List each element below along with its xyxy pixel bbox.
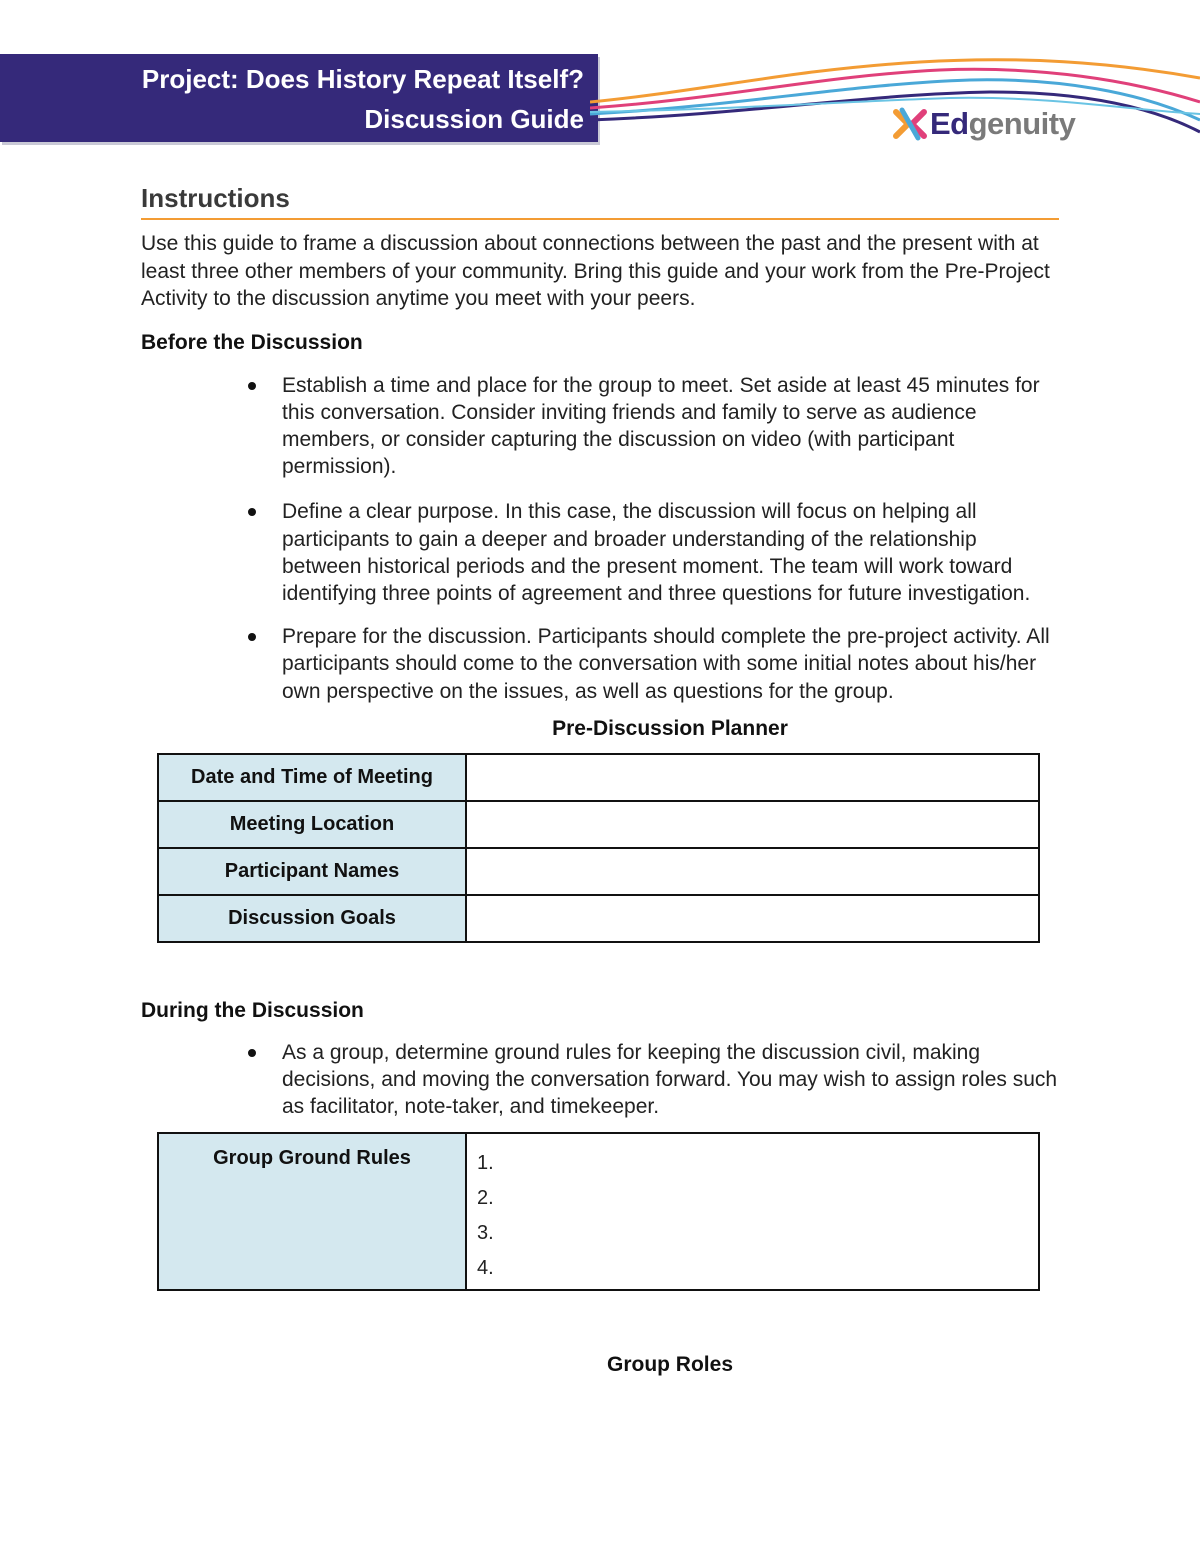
ground-rules-label: Group Ground Rules — [158, 1133, 466, 1290]
pre-discussion-planner-table — [157, 753, 1040, 943]
table-row — [158, 801, 1039, 848]
bullet-icon — [248, 633, 256, 641]
before-discussion-heading: Before the Discussion — [141, 330, 363, 354]
planner-label-date: Date and Time of Meeting — [158, 754, 466, 801]
document-body — [141, 183, 1059, 1377]
during-discussion-list — [141, 1039, 1059, 1121]
planner-field-goals[interactable] — [466, 895, 1039, 942]
table-row — [158, 895, 1039, 942]
rule-item-4: 4. — [477, 1257, 494, 1280]
list-item: Prepare for the discussion. Participants should complete the pre-project activity. All participants should come to the conversation with some initial notes about his/her own perspective on the issues, as well as questions for the group. — [141, 623, 1059, 705]
planner-caption: Pre-Discussion Planner — [552, 716, 788, 740]
bullet-icon — [248, 382, 256, 390]
list-item: Establish a time and place for the group to meet. Set aside at least 45 minutes for this conversation. Consider inviting friends and family to serve as audience members, or consider capturing the discussion on video (with participant permission). — [141, 372, 1059, 481]
planner-field-participants[interactable] — [466, 848, 1039, 895]
before-discussion-list — [141, 372, 1059, 705]
rule-item-1: 1. — [477, 1152, 494, 1175]
bullet-icon — [248, 1049, 256, 1057]
group-roles-caption: Group Roles — [606, 1353, 733, 1377]
rule-item-2: 2. — [477, 1187, 494, 1210]
instructions-intro: Use this guide to frame a discussion about connections between the past and the present with at least three other members of your community. Bring this guide and your work from the Pre-Project Activity to the discussion anytime you meet with your peers. — [141, 232, 1050, 310]
edgenuity-logo — [892, 104, 1075, 144]
planner-label-location: Meeting Location — [158, 801, 466, 848]
header-banner — [0, 54, 598, 142]
instructions-heading: Instructions — [141, 183, 1059, 220]
planner-label-goals: Discussion Goals — [158, 895, 466, 942]
table-row — [158, 848, 1039, 895]
table-row — [158, 754, 1039, 801]
list-item: As a group, determine ground rules for keeping the discussion civil, making decisions, and moving the conversation forward. You may wish to assign roles such as facilitator, note-taker, and timekeeper. — [141, 1039, 1059, 1121]
during-discussion-heading: During the Discussion — [141, 998, 364, 1022]
edgenuity-x-icon — [892, 106, 928, 142]
table-row — [158, 1133, 1039, 1290]
rule-item-3: 3. — [477, 1222, 494, 1245]
bullet-icon — [248, 508, 256, 516]
planner-field-location[interactable] — [466, 801, 1039, 848]
planner-label-participants: Participant Names — [158, 848, 466, 895]
ground-rules-field[interactable] — [466, 1133, 1039, 1290]
document-subtitle: Discussion Guide — [364, 104, 584, 134]
ground-rules-table — [157, 1132, 1040, 1291]
logo-text: Edgenuity — [930, 106, 1076, 141]
planner-field-date[interactable] — [466, 754, 1039, 801]
list-item: Define a clear purpose. In this case, the discussion will focus on helping all participants to gain a deeper and broader understanding of the relationship between historical periods and the present moment. The team will work toward identifying three points of agreement and three questions for future investigation. — [141, 498, 1059, 607]
document-title: Project: Does History Repeat Itself? — [141, 64, 584, 94]
